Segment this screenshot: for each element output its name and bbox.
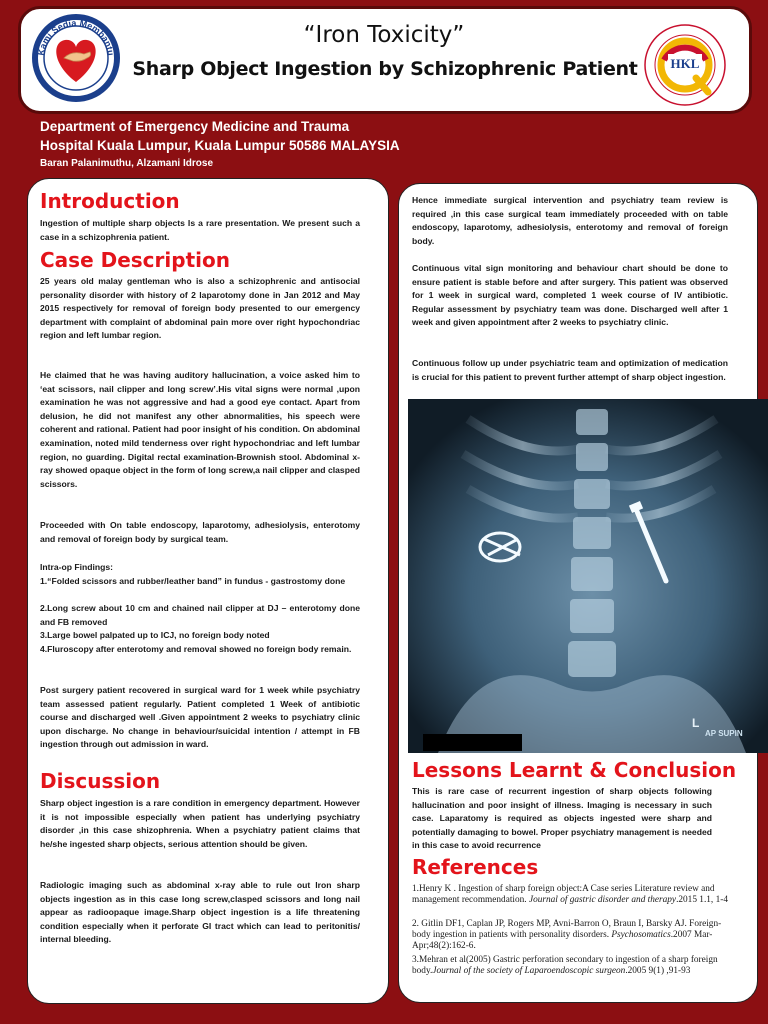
reference-item: 1.Henry K . Ingestion of sharp foreign object:A Case series Literature review and management recommendation. Journal of gastric disorder and therapy.2015 1.1, 1-4 bbox=[412, 884, 728, 905]
introduction-text: Ingestion of multiple sharp objects Is a rare presentation. We present such a case in a schizophrenia patient. bbox=[40, 218, 360, 242]
authors-line: Baran Palanimuthu, Alzamani Idrose bbox=[40, 158, 214, 169]
case-paragraph: Post surgery patient recovered in surgical ward for 1 week while psychiatry team assessed patient regularly. Patient completed 1 Week of antibiotic course and discharged well .Given appointment 2 weeks to psychiatry clinic upon discharge. No change in behaviour/suicidal intention / attempt in FB ingestion through out admission in ward. bbox=[40, 685, 360, 750]
case-paragraph: Proceeded with On table endoscopy, laparotomy, adhesiolysis, enterotomy and removal of foreign body by surgical team. bbox=[40, 520, 360, 544]
intraop-finding: 2.Long screw about 10 cm and chained nail clipper at DJ – enterotomy done and FB removed bbox=[40, 603, 360, 627]
xray-view-label: AP SUPIN bbox=[705, 729, 743, 738]
intraop-finding: 4.Fluroscopy after enterotomy and removal showed no foreign body remain. bbox=[40, 644, 352, 654]
discussion-paragraph: Sharp object ingestion is a rare condition in emergency department. However it is not impossible especially when patient has underlying psychiatry disorder ,in this case shizophrenia. When a psychiatry patient claims that he/she ingested sharp objects, serious attention should be given. bbox=[40, 798, 360, 849]
abdominal-xray-image bbox=[408, 399, 768, 753]
right-paragraph: Continuous follow up under psychiatric team and optimization of medication is crucial for this patient to prevent further attempt of sharp object ingestion. bbox=[412, 358, 728, 382]
reference-item: 3.Mehran et al(2005) Gastric perforation secondary to ingestion of a sharp foreign body.Journal of the society of Laparoendoscopic surgeon.2005 9(1) ,91-93 bbox=[412, 955, 718, 976]
intraop-finding: 3.Large bowel palpated up to ICJ, no foreign body noted bbox=[40, 630, 270, 640]
references-heading: References bbox=[412, 855, 539, 879]
case-paragraph: 25 years old malay gentleman who is also a schizophrenic and antisocial personality disorder with history of 2 laparotomy done in Jan 2012 and May 2015 respectively for removal of foreign body presented to our emergency department with complaint of abdominal pain more over right hypochondriac region and left lumbar region. bbox=[40, 276, 360, 341]
svg-text:Kami Sedia Membantu: Kami Sedia Membantu bbox=[36, 17, 116, 57]
right-paragraph: Continuous vital sign monitoring and behaviour chart should be done to ensure patient is stable before and after surgery. This patient was observed for 1 week in surgical ward, completed 1 week course of IV antibiotic. Regular assessment by psychiatry team was done. Discharged well after 1 week and given appointment after 2 weeks to psychiatry clinic. bbox=[412, 263, 728, 328]
discussion-heading: Discussion bbox=[40, 769, 161, 793]
lessons-text: This is rare case of recurrent ingestion of sharp objects following hallucination and poor insight of illness. Imaging is necessary in such case. Laparatomy is required as objects ingested were sharp and potentially damaging to bowel. Proper psychiatry management is needed in this case to avoid recurrence bbox=[412, 786, 712, 851]
introduction-heading: Introduction bbox=[40, 189, 180, 213]
poster-subtitle: Sharp Object Ingestion by Schizophrenic Patient bbox=[132, 58, 638, 80]
poster-title: “Iron Toxicity” bbox=[303, 22, 465, 48]
hospital-line: Hospital Kuala Lumpur, Kuala Lumpur 50586 MALAYSIA bbox=[40, 138, 400, 153]
case-description-heading: Case Description bbox=[40, 248, 230, 272]
intraop-heading: Intra-op Findings: bbox=[40, 562, 114, 572]
xray-side-marker: L bbox=[692, 716, 700, 730]
case-paragraph: He claimed that he was having auditory hallucination, a voice asked him to ‘eat scissors, nail clipper and long screw’.His vital signs were normal ,upon examination he was not aggressive and had a good eye contact. Apart from delusion, he did not manifest any other abnormalities, his speech were coherent and rational. Patient had poor insight of his condition. On abdominal examination, noted mild tenderness over right hypochondriac and left lumbar region, no guarding. Digital rectal examination-Brownish stool. Abdominal x-ray showed opaque object in the form of long screw,a nail clipper and clasped scissors. bbox=[40, 370, 360, 489]
right-paragraph: Hence immediate surgical intervention and psychiatry team review is required ,in this case surgical team immediately proceeded with on table endoscopy, laparotomy, adhesiolysis, enterotomy and removal of foreign body. bbox=[412, 195, 728, 246]
department-line: Department of Emergency Medicine and Trauma bbox=[40, 119, 350, 134]
intraop-finding: 1.“Folded scissors and rubber/leather band” in fundus - gastrostomy done bbox=[40, 576, 346, 586]
svg-text:HKL: HKL bbox=[670, 56, 700, 71]
discussion-paragraph: Radiologic imaging such as abdominal x-ray able to rule out Iron sharp objects ingestion as in this case long screw,clasped scissors and long nail appear as radioopaque image.Sharp object ingestion is a life threatening condition especially when it perforate GI tract which can lead to peritonitis/ internal bleeding. bbox=[40, 880, 360, 945]
redaction-bar bbox=[423, 734, 522, 751]
reference-item: 2. Gitlin DF1, Caplan JP, Rogers MP, Avni-Barron O, Braun I, Barsky AJ. Foreign-body ingestion in patients with personality disorders. Psychosomatics.2007 Mar-Apr;48(2):162-6. bbox=[412, 919, 722, 951]
lessons-heading: Lessons Learnt & Conclusion bbox=[412, 758, 737, 782]
